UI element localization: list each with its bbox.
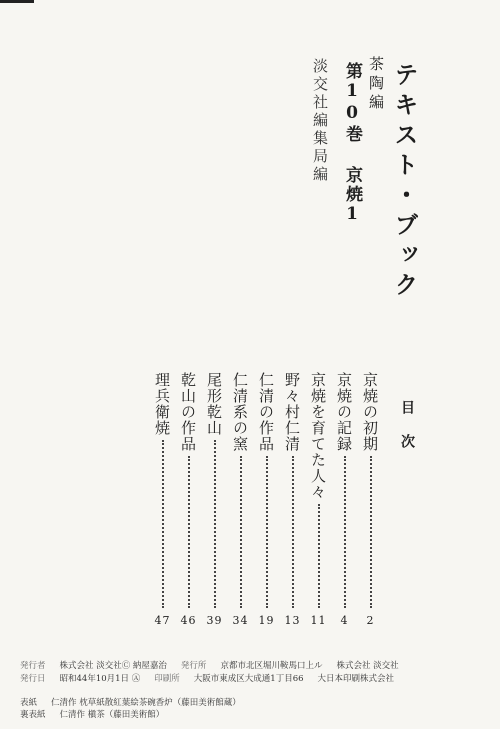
cover-credit: 仁清作 枕草紙散紅葉絵茶碗香炉（藤田美術館蔵） <box>51 698 241 708</box>
publisher-name: 株式会社 淡交社Ⓒ 納屋嘉治 <box>59 661 167 671</box>
volume-title: 第10巻 京焼1 <box>342 62 362 226</box>
toc-heading: 目次 <box>399 400 415 468</box>
toc-leader <box>214 440 216 608</box>
colophon-credits <box>20 697 490 721</box>
date-label: 発行日 <box>20 674 46 684</box>
toc-item-page: 13 <box>284 614 301 627</box>
corner-mark <box>0 0 34 3</box>
toc-item-page: 46 <box>180 614 197 627</box>
toc-item <box>281 372 304 627</box>
printer-name: 大日本印刷株式会社 <box>317 674 395 684</box>
toc-item-title: 野々村仁清 <box>283 372 301 452</box>
toc-leader <box>162 440 164 608</box>
publisher-label: 発行者 <box>20 661 46 671</box>
toc-item-title: 理兵衛焼 <box>153 372 171 436</box>
toc-item-title: 尾形乾山 <box>205 372 223 436</box>
toc-item-page: 2 <box>366 614 375 627</box>
toc-leader <box>318 504 320 608</box>
toc-item-page: 39 <box>206 614 223 627</box>
toc-item-page: 19 <box>258 614 275 627</box>
toc-item-title: 仁清系の窯 <box>231 372 249 452</box>
toc-item <box>333 372 356 627</box>
toc-item-page: 11 <box>310 614 327 627</box>
printer-address: 大阪市東成区大成通1丁目66 <box>193 674 304 684</box>
table-of-contents <box>151 372 382 627</box>
toc-item <box>255 372 278 627</box>
issuer-name: 株式会社 淡交社 <box>336 661 399 671</box>
back-cover-credit: 仁清作 槇茶（藤田美術館） <box>59 710 165 720</box>
toc-item-title: 乾山の作品 <box>179 372 197 452</box>
toc-leader <box>240 456 242 608</box>
toc-item <box>177 372 200 627</box>
toc-item-page: 4 <box>340 614 349 627</box>
cover-label: 表紙 <box>20 698 38 708</box>
colophon-top <box>20 660 490 686</box>
toc-item <box>151 372 174 627</box>
toc-item-page: 34 <box>232 614 249 627</box>
series-title: テキスト・ブック <box>390 62 419 302</box>
toc-item <box>203 372 226 627</box>
toc-item-title: 京焼の初期 <box>361 372 379 452</box>
publication-date: 昭和44年10月1日 Ⓐ <box>59 674 141 684</box>
toc-item-title: 京焼を育てた人々 <box>309 372 327 500</box>
editor-credit: 淡交社編集局編 <box>311 58 329 184</box>
toc-leader <box>266 456 268 608</box>
toc-leader <box>344 456 346 608</box>
issuer-label: 発行所 <box>180 661 207 671</box>
toc-leader <box>370 456 372 608</box>
toc-leader <box>188 456 190 608</box>
toc-item <box>229 372 252 627</box>
toc-item-title: 京焼の記録 <box>335 372 353 452</box>
toc-item-title: 仁清の作品 <box>257 372 275 452</box>
toc-item-page: 47 <box>154 614 171 627</box>
back-cover-label: 裏表紙 <box>20 710 46 720</box>
toc-item <box>359 372 382 627</box>
toc-leader <box>292 456 294 608</box>
category-label: 茶陶編 <box>367 56 385 113</box>
toc-item <box>307 372 330 627</box>
issuer-address: 京都市北区堀川鞍馬口上ル <box>220 661 323 671</box>
printer-label: 印刷所 <box>154 674 180 684</box>
